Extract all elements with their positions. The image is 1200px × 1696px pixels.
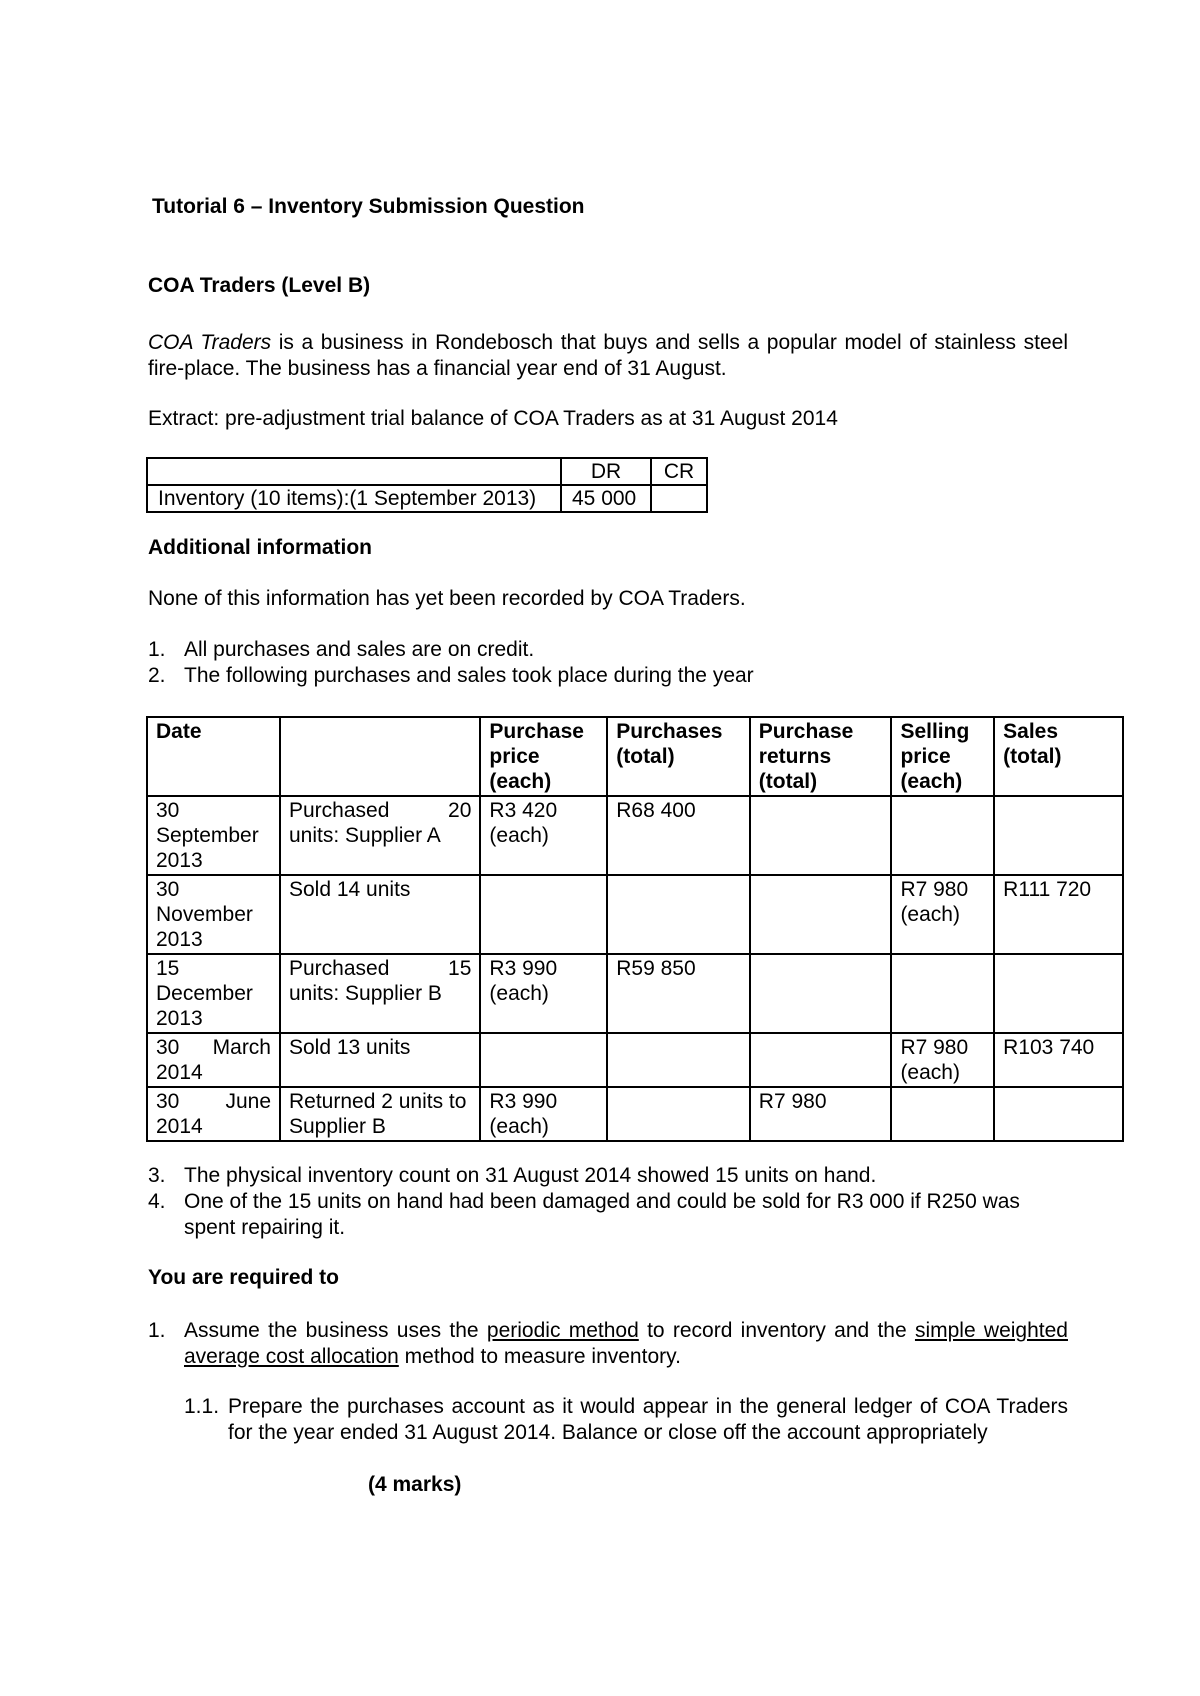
marks-label: (4 marks) xyxy=(368,1473,462,1496)
list-item: 1.1. Prepare the purchases account as it would appear in the general ledger of COA Traders for the year ended 31 August 2014. Balance or close off the account appropriately xyxy=(184,1395,1068,1444)
trial-balance-table xyxy=(146,457,708,513)
list-item: 3. The physical inventory count on 31 August 2014 showed 15 units on hand. xyxy=(148,1164,877,1187)
table-header-row xyxy=(147,458,707,485)
table-cell: 45 000 xyxy=(561,485,651,512)
column-header: Date xyxy=(147,717,280,796)
column-header: Purchase returns (total) xyxy=(750,717,892,796)
list-item: 4. One of the 15 units on hand had been damaged and could be sold for R3 000 if R250 was spent repairing it. xyxy=(148,1190,1020,1239)
purchase-returns-cell xyxy=(750,796,892,875)
column-header: Selling price (each) xyxy=(891,717,994,796)
table-row xyxy=(147,954,1123,1033)
transactions-table xyxy=(146,716,1124,1142)
sales-total-cell xyxy=(994,796,1123,875)
column-header xyxy=(280,717,480,796)
date-cell: 15 December 2013 xyxy=(147,954,280,1033)
table-row xyxy=(147,1033,1123,1087)
sub-question xyxy=(184,1394,1068,1446)
table-cell xyxy=(651,485,707,512)
table-row xyxy=(147,875,1123,954)
column-header: CR xyxy=(651,458,707,485)
underlined-term: simple weighted average cost allocation xyxy=(184,1319,1068,1368)
list-item: 1. Assume the business uses the periodic method to record inventory and the simple weighted average cost allocation method to measure inventory. xyxy=(148,1319,1068,1368)
purchases-total-cell: R68 400 xyxy=(607,796,750,875)
sales-total-cell: R103 740 xyxy=(994,1033,1123,1087)
extract-label: Extract: pre-adjustment trial balance of COA Traders as at 31 August 2014 xyxy=(148,407,838,430)
date-cell: 30 June 2014 xyxy=(147,1087,280,1141)
date-cell: 30 November 2013 xyxy=(147,875,280,954)
intro-paragraph xyxy=(148,330,1068,382)
table-header-row xyxy=(147,717,1123,796)
column-header: DR xyxy=(561,458,651,485)
purchase-price-cell: R3 420 (each) xyxy=(480,796,607,875)
numbered-list xyxy=(148,1163,1068,1241)
list-item: 1. All purchases and sales are on credit. xyxy=(148,638,535,661)
selling-price-cell: R7 980 (each) xyxy=(891,875,994,954)
description-cell: Purchased 20 units: Supplier A xyxy=(280,796,480,875)
additional-note: None of this information has yet been recorded by COA Traders. xyxy=(148,587,746,610)
date-cell: 30 March 2014 xyxy=(147,1033,280,1087)
purchase-returns-cell: R7 980 xyxy=(750,1087,892,1141)
purchases-total-cell: R59 850 xyxy=(607,954,750,1033)
column-header: Purchases (total) xyxy=(607,717,750,796)
section-heading: COA Traders (Level B) xyxy=(148,274,371,297)
purchase-returns-cell xyxy=(750,1033,892,1087)
column-header xyxy=(147,458,561,485)
additional-heading: Additional information xyxy=(148,536,372,559)
sales-total-cell xyxy=(994,1087,1123,1141)
purchase-price-cell xyxy=(480,1033,607,1087)
document-title: Tutorial 6 – Inventory Submission Question xyxy=(152,195,585,218)
date-cell: 30 September 2013 xyxy=(147,796,280,875)
intro-text: is a business in Rondebosch that buys and sells a popular model of stainless steel fire-place. The business has a financial year end of 31 August. xyxy=(148,331,1068,380)
column-header: Sales (total) xyxy=(994,717,1123,796)
purchase-price-cell: R3 990 (each) xyxy=(480,1087,607,1141)
table-row xyxy=(147,485,707,512)
selling-price-cell: R7 980 (each) xyxy=(891,1033,994,1087)
purchase-returns-cell xyxy=(750,875,892,954)
description-cell: Purchased 15 units: Supplier B xyxy=(280,954,480,1033)
purchases-total-cell xyxy=(607,1087,750,1141)
purchase-price-cell: R3 990 (each) xyxy=(480,954,607,1033)
underlined-term: periodic method xyxy=(486,1319,639,1342)
purchase-returns-cell xyxy=(750,954,892,1033)
selling-price-cell xyxy=(891,796,994,875)
description-cell: Sold 14 units xyxy=(280,875,480,954)
purchase-price-cell xyxy=(480,875,607,954)
required-heading: You are required to xyxy=(148,1266,339,1289)
selling-price-cell xyxy=(891,954,994,1033)
table-row xyxy=(147,796,1123,875)
purchases-total-cell xyxy=(607,1033,750,1087)
company-name: COA Traders xyxy=(148,331,272,354)
list-item: 2. The following purchases and sales took place during the year xyxy=(148,664,754,687)
purchases-total-cell xyxy=(607,875,750,954)
sales-total-cell: R111 720 xyxy=(994,875,1123,954)
sales-total-cell xyxy=(994,954,1123,1033)
description-cell: Sold 13 units xyxy=(280,1033,480,1087)
selling-price-cell xyxy=(891,1087,994,1141)
column-header: Purchase price (each) xyxy=(480,717,607,796)
description-cell: Returned 2 units to Supplier B xyxy=(280,1087,480,1141)
numbered-list xyxy=(148,637,1068,689)
required-item xyxy=(148,1318,1068,1370)
table-row xyxy=(147,1087,1123,1141)
table-cell: Inventory (10 items):(1 September 2013) xyxy=(147,485,561,512)
